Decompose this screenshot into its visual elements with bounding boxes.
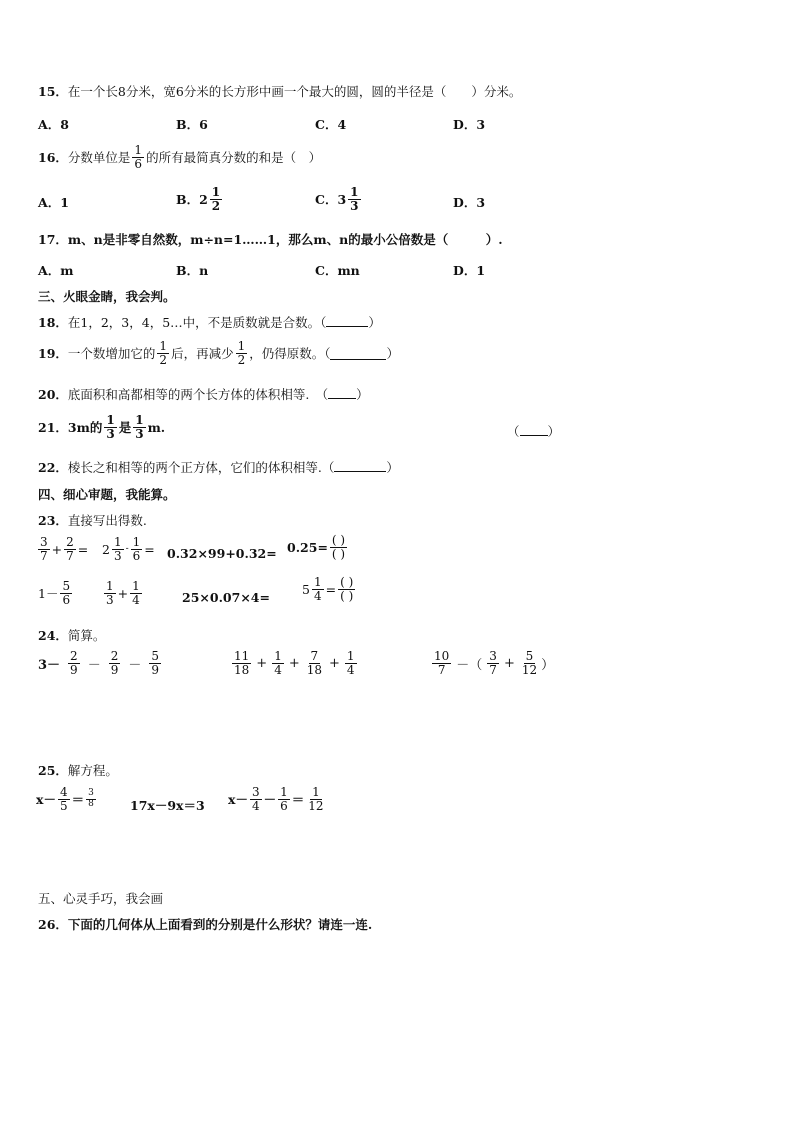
- question-number: 22．: [38, 460, 68, 475]
- question-text-pre: 分数单位是: [67, 150, 131, 166]
- question-text-mid: 是: [118, 420, 132, 436]
- simplify-expression-1: 3－ 2 9 － 2 9 － 5 9: [38, 649, 159, 677]
- fraction: 1 3: [106, 413, 115, 441]
- calc-expression-6: 1 3 + $\frac{1}{4}$: [106, 579, 140, 607]
- answer-blank[interactable]: [330, 347, 386, 360]
- calc-expression-4: 0.25= ( ) ( ): [287, 533, 346, 561]
- question-21: [38, 414, 165, 440]
- calc-expression-3: 0.32×99+0.32=: [167, 546, 277, 561]
- option-d: D．3: [453, 195, 486, 210]
- question-20: 20．底面积和高都相等的两个长方体的体积相等. （ ）: [38, 387, 369, 402]
- section-5-title: 五、心灵手巧，我会画: [38, 891, 164, 906]
- question-text-post: m.: [147, 419, 166, 435]
- question-number: 16．: [38, 150, 68, 166]
- option-d: D．1: [453, 263, 486, 278]
- option-c: C．4: [315, 117, 347, 132]
- question-25: [38, 761, 118, 779]
- option-b: B．6: [176, 117, 208, 132]
- question-26: [38, 915, 372, 933]
- question-text-post: 的所有最简真分数的和是（ ）: [146, 150, 322, 166]
- question-17: [38, 230, 503, 248]
- calc-expression-7: 25×0.07×4=: [182, 590, 270, 605]
- question-23: [38, 511, 147, 529]
- fraction: 1 3: [135, 413, 144, 441]
- simplify-expression-2: 11 18 + $\frac{1}{4}$ + $\frac{7}{18}$ + $\frac{1}{4}$: [234, 649, 355, 677]
- question-15: [38, 82, 521, 100]
- section-4-title: 四、细心审题，我能算。: [38, 487, 176, 502]
- answer-paren-21: （ ）: [507, 424, 561, 439]
- option-d: D．3: [453, 117, 486, 132]
- question-title: 解方程。: [67, 763, 118, 778]
- fraction: 1 3: [350, 185, 359, 213]
- question-number: 17．: [38, 232, 68, 247]
- question-text: 底面积和高都相等的两个长方体的体积相等. （: [67, 387, 329, 402]
- question-number: 18．: [38, 315, 68, 330]
- question-18: 18．在1，2，3，4，5…中，不是质数就是合数。（ ）: [38, 315, 381, 330]
- question-24: [38, 626, 105, 644]
- equation-1: x－ 4 5 ＝ 3 8: [36, 785, 94, 813]
- question-text: 下面的几何体从上面看到的分别是什么形状？请连一连.: [67, 917, 373, 932]
- question-number: 25．: [38, 763, 68, 778]
- question-22: 22．棱长之和相等的两个正方体，它们的体积相等.（ ）: [38, 460, 399, 475]
- question-16: [38, 144, 321, 170]
- question-title: 简算。: [67, 628, 106, 643]
- question-number: 19．: [38, 346, 68, 362]
- calc-expression-5: 1－ 5 6: [38, 579, 71, 607]
- answer-blank[interactable]: [520, 423, 548, 436]
- equation-2: 17x－9x＝3: [130, 798, 205, 813]
- option-a: A．m: [38, 263, 74, 278]
- equation-3: x－ 3 4 － 1 6 ＝ 1 12: [228, 785, 324, 813]
- calc-expression-1: 3 7 + $\frac{2}{7}$ =: [40, 535, 89, 563]
- option-c: C．mn: [315, 263, 360, 278]
- calc-expression-2: 2 1 3 - $\frac{1}{6}$ =: [102, 535, 155, 563]
- question-text: 棱长之和相等的两个正方体，它们的体积相等.（: [67, 460, 335, 475]
- answer-blank[interactable]: [328, 386, 356, 399]
- question-number: 20．: [38, 387, 68, 402]
- answer-blank[interactable]: [334, 459, 386, 472]
- question-text-pre: 3m的: [67, 420, 103, 436]
- question-text: m、n是非零自然数，m÷n=1……1，那么m、n的最小公倍数是（ ）.: [67, 232, 503, 247]
- question-number: 24．: [38, 628, 68, 643]
- question-text-post: ，仍得原数。（: [249, 346, 331, 362]
- question-text: 在1，2，3，4，5…中，不是质数就是合数。（: [67, 315, 327, 330]
- fraction: 1 2: [211, 185, 221, 213]
- question-number: 23．: [38, 513, 68, 528]
- question-text-mid: 后，再减少: [171, 346, 234, 362]
- section-3-title: 三、火眼金睛，我会判。: [38, 289, 176, 304]
- option-a: A．8: [38, 117, 69, 132]
- option-a: A．1: [38, 195, 69, 210]
- question-19: 19． 一个数增加它的 1 2 后，再减少 1 2 ，仍得原数。（ ）: [38, 339, 399, 367]
- fraction: 1 6: [134, 143, 143, 171]
- question-number: 21．: [38, 420, 68, 436]
- question-text-pre: 一个数增加它的: [67, 346, 156, 362]
- question-number: 15．: [38, 84, 68, 99]
- simplify-expression-3: 10 7 －（ 3 7 + $\frac{5}{12}$ ）: [434, 649, 555, 677]
- fraction: 1 2: [159, 339, 168, 367]
- calc-expression-8: 5 $\frac{1}{4}$ = ( ) ( ): [302, 575, 354, 603]
- option-b: B．n: [176, 263, 209, 278]
- answer-blank[interactable]: [326, 314, 368, 327]
- question-title: 直接写出得数.: [67, 513, 147, 528]
- question-number: 26．: [38, 917, 68, 932]
- option-c: C．3 1 3: [315, 185, 359, 213]
- question-text: 在一个长8分米，宽6分米的长方形中画一个最大的圆，圆的半径是（ ）分米。: [67, 84, 522, 99]
- fraction: 1 2: [237, 339, 246, 367]
- option-b: B．2 1 2: [176, 185, 221, 213]
